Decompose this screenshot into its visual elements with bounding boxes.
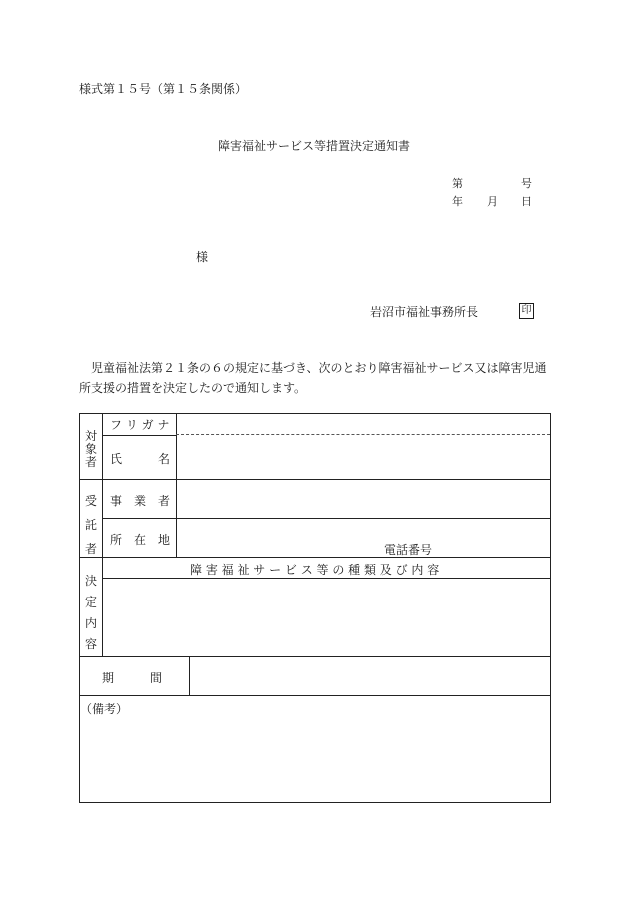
recipient-suffix: 様 [196, 250, 209, 264]
form-number: 様式第１５号（第１５条関係） [79, 82, 248, 96]
decision-header [84, 571, 98, 655]
decision-header-char: 容 [84, 637, 97, 651]
decision-header-char: 決 [84, 574, 97, 588]
phone-label: 電話番号 [384, 543, 433, 557]
remarks-label: （備考） [80, 702, 129, 716]
period-label: 期 間 [102, 671, 163, 685]
subject-header [84, 430, 98, 469]
location-label: 所 在 地 [110, 533, 171, 547]
contractor-header-char: 者 [84, 542, 97, 556]
subject-header-char: 者 [84, 455, 97, 469]
business-field[interactable] [177, 480, 550, 518]
period-field[interactable] [190, 657, 550, 695]
issue-year-label: 年 [452, 195, 463, 208]
contractor-header [84, 489, 98, 561]
decision-table [79, 413, 551, 803]
issue-month-label: 月 [487, 195, 498, 208]
issue-number-label: 第 [452, 177, 463, 190]
furigana-field[interactable] [177, 414, 550, 434]
document-title: 障害福祉サービス等措置決定通知書 [218, 139, 411, 153]
business-label: 事 業 者 [110, 494, 171, 508]
contractor-header-char: 受 [84, 494, 97, 508]
issue-go-label: 号 [521, 177, 532, 190]
remarks-field[interactable] [80, 716, 550, 802]
subject-header-char: 対 [84, 429, 97, 443]
decision-header-char: 定 [84, 595, 97, 609]
notice-body: 児童福祉法第２１条の６の規定に基づき、次のとおり障害福祉サービス又は障害児通所支援の措置を決定したので通知します。 [79, 361, 547, 395]
contractor-header-char: 託 [84, 518, 97, 532]
service-type-label: 障 害 福 祉 サ ー ビ ス 等 の 種 類 及 び 内 容 [190, 563, 440, 577]
name-label: 氏 名 [110, 452, 171, 466]
decision-header-char: 内 [84, 616, 97, 630]
location-field[interactable] [177, 519, 377, 557]
seal-mark: 印 [519, 303, 534, 319]
service-detail-field[interactable] [103, 579, 550, 656]
name-field[interactable] [177, 436, 550, 479]
subject-header-char: 象 [84, 442, 97, 456]
furigana-label: フ リ ガ ナ [110, 418, 170, 432]
issue-day-label: 日 [521, 195, 532, 208]
issuer-name: 岩沼市福祉事務所長 [370, 305, 479, 319]
